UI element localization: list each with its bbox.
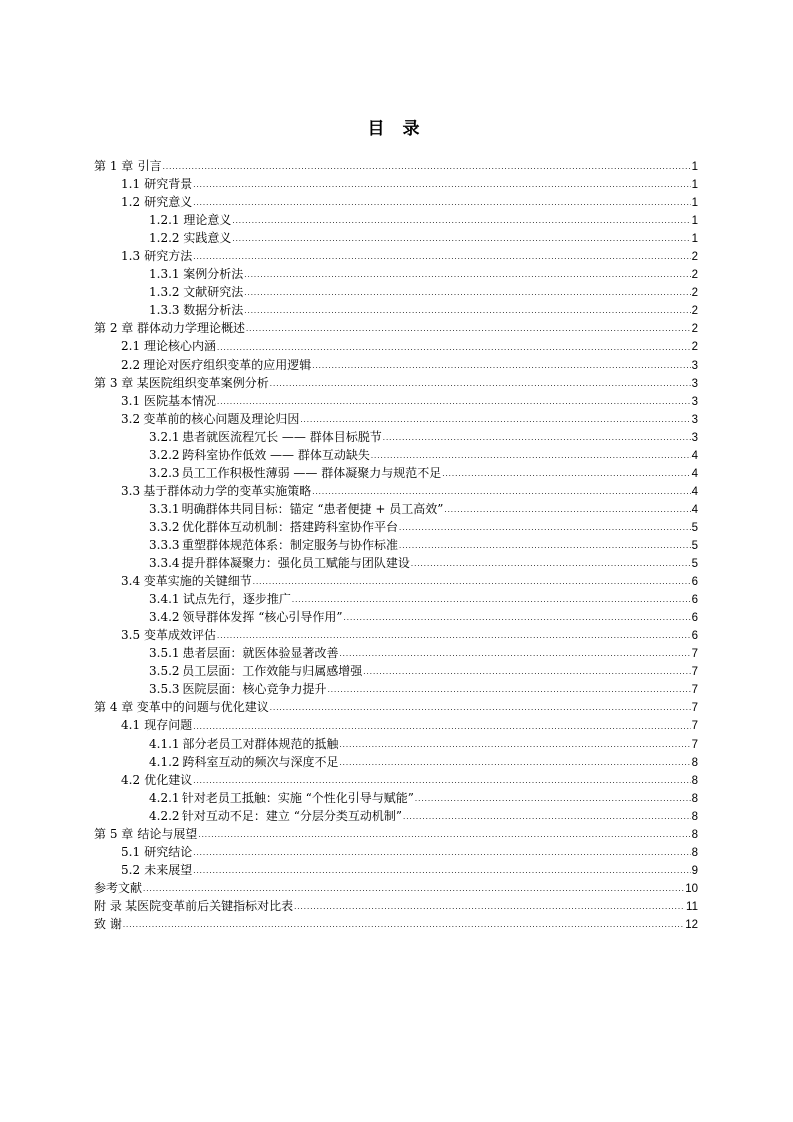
toc-entry[interactable] xyxy=(94,319,698,337)
toc-entry-title: 领导群体发挥 “核心引导作用” xyxy=(182,610,343,625)
toc-entry-title: 变革成效评估 xyxy=(144,628,217,643)
dot-leader xyxy=(339,742,690,753)
toc-entry[interactable] xyxy=(94,590,698,608)
toc-entry-title: 员工工作积极性薄弱 —— 群体凝聚力与规范不足 xyxy=(181,465,442,480)
toc-entry-title: 理论核心内涵 xyxy=(144,339,217,354)
toc-entry-page: 3 xyxy=(691,359,698,372)
dot-leader xyxy=(339,760,690,771)
dot-leader xyxy=(442,471,690,482)
toc-entry-number: 3.4.2 xyxy=(149,610,180,625)
toc-entry-page: 3 xyxy=(691,377,698,390)
toc-entry[interactable] xyxy=(94,753,698,771)
dot-leader xyxy=(300,417,690,428)
dot-leader xyxy=(193,254,690,265)
table-of-contents xyxy=(94,157,698,933)
toc-entry-title: 医院基本情况 xyxy=(144,393,217,408)
toc-entry-title: 某医院变革前后关键指标对比表 xyxy=(125,898,294,913)
toc-entry[interactable] xyxy=(94,843,698,861)
toc-entry-page: 4 xyxy=(691,449,698,462)
toc-entry-number: 1.3.3 xyxy=(149,303,180,318)
toc-entry-page: 2 xyxy=(691,341,698,354)
toc-entry-number: 1.3 xyxy=(121,249,141,264)
toc-entry[interactable] xyxy=(94,807,698,825)
toc-entry[interactable] xyxy=(94,735,698,753)
toc-entry[interactable] xyxy=(94,193,698,211)
toc-entry[interactable] xyxy=(94,374,698,392)
toc-entry-page: 7 xyxy=(691,684,698,697)
toc-entry-page: 1 xyxy=(691,197,698,210)
toc-entry-number: 3.4 xyxy=(121,574,141,589)
toc-entry[interactable] xyxy=(94,698,698,716)
toc-entry-page: 7 xyxy=(691,666,698,679)
toc-entry-title: 变革前的核心问题及理论归因 xyxy=(143,411,300,426)
toc-entry-number: 2.1 xyxy=(121,339,141,354)
toc-entry-number: 3.4.1 xyxy=(149,592,180,607)
toc-entry-number: 第 4 章 xyxy=(94,700,134,715)
dot-leader xyxy=(371,453,691,464)
toc-entry-title: 引言 xyxy=(137,159,162,173)
toc-entry-number: 4.2.1 xyxy=(149,790,180,805)
toc-entry-page: 4 xyxy=(691,467,698,480)
toc-entry-page: 10 xyxy=(685,882,698,895)
toc-entry-page: 2 xyxy=(691,287,698,300)
toc-entry-title: 文献研究法 xyxy=(183,285,244,300)
toc-entry[interactable] xyxy=(94,771,698,789)
dot-leader xyxy=(383,435,691,446)
toc-entry[interactable] xyxy=(94,518,698,536)
toc-entry-title: 群体动力学理论概述 xyxy=(136,321,245,336)
toc-entry-title: 试点先行，逐步推广 xyxy=(182,592,291,607)
toc-entry-number: 4.2 xyxy=(121,772,141,787)
toc-entry-title: 患者层面：就医体验显著改善 xyxy=(182,646,339,661)
toc-entry-title: 医院层面：核心竞争力提升 xyxy=(182,682,327,697)
toc-entry-page: 2 xyxy=(691,323,698,336)
toc-entry-page: 2 xyxy=(691,251,698,264)
toc-entry-number: 3.3 xyxy=(121,483,141,498)
toc-entry-title: 部分老员工对群体规范的抵触 xyxy=(182,736,339,751)
toc-entry[interactable] xyxy=(94,500,698,518)
toc-entry[interactable] xyxy=(94,536,698,554)
dot-leader xyxy=(123,922,684,933)
toc-entry-page: 6 xyxy=(691,612,698,625)
dot-leader xyxy=(344,615,691,626)
toc-entry-page: 1 xyxy=(691,233,698,246)
toc-entry-number: 5.2 xyxy=(121,862,141,877)
toc-entry-title: 某医院组织变革案例分析 xyxy=(136,375,269,390)
toc-entry-page: 5 xyxy=(691,521,698,534)
toc-entry-page: 8 xyxy=(691,810,698,823)
toc-entry[interactable] xyxy=(94,915,698,933)
toc-entry-number: 3.5 xyxy=(121,628,141,643)
toc-entry-title: 针对互动不足：建立 “分层分类互动机制” xyxy=(181,808,403,823)
toc-entry-page: 11 xyxy=(686,900,698,913)
toc-entry-number: 4.2.2 xyxy=(149,808,180,823)
toc-entry-page: 1 xyxy=(691,179,698,192)
toc-entry-number: 附 录 xyxy=(94,898,122,913)
toc-entry-number: 1.3.1 xyxy=(149,267,180,282)
toc-entry[interactable] xyxy=(94,157,698,175)
toc-entry-title: 案例分析法 xyxy=(183,267,244,282)
toc-entry[interactable] xyxy=(94,861,698,879)
toc-entry-number: 1.1 xyxy=(121,177,141,192)
toc-entry-number: 3.3.1 xyxy=(149,501,180,516)
toc-entry-page: 2 xyxy=(691,269,698,282)
dot-leader xyxy=(143,886,684,897)
toc-entry-page: 1 xyxy=(691,161,698,173)
dot-leader xyxy=(292,597,691,608)
toc-entry[interactable] xyxy=(94,482,698,500)
toc-entry-number: 1.2.1 xyxy=(149,213,180,228)
toc-entry-title: 研究结论 xyxy=(144,844,193,859)
toc-entry-number: 4.1.1 xyxy=(149,736,180,751)
dot-leader xyxy=(244,308,690,319)
toc-entry-title: 重塑群体规范体系：制定服务与协作标准 xyxy=(181,537,398,552)
toc-entry-title: 现存问题 xyxy=(144,718,193,733)
dot-leader xyxy=(217,399,691,410)
toc-entry[interactable] xyxy=(94,464,698,482)
dot-leader xyxy=(193,724,690,735)
toc-entry[interactable] xyxy=(94,175,698,193)
toc-entry-number: 1.2 xyxy=(121,195,141,210)
toc-entry-number: 1.2.2 xyxy=(149,231,180,246)
dot-leader xyxy=(193,850,690,861)
dot-leader xyxy=(198,832,690,843)
dot-leader xyxy=(193,200,690,211)
toc-entry-page: 4 xyxy=(691,485,698,498)
toc-entry[interactable] xyxy=(94,716,698,734)
toc-entry-title: 变革实施的关键细节 xyxy=(143,574,252,589)
toc-entry-title: 跨科室互动的频次与深度不足 xyxy=(182,754,339,769)
dot-leader xyxy=(312,489,690,500)
dot-leader xyxy=(232,218,690,229)
toc-entry-number: 第 3 章 xyxy=(94,375,134,390)
toc-entry-page: 3 xyxy=(691,431,698,444)
dot-leader xyxy=(328,687,691,698)
toc-entry[interactable] xyxy=(94,392,698,410)
toc-entry-page: 4 xyxy=(691,503,698,516)
toc-entry-number: 4.1 xyxy=(121,718,141,733)
toc-entry[interactable] xyxy=(94,265,698,283)
dot-leader xyxy=(244,290,690,301)
toc-entry[interactable] xyxy=(94,356,698,374)
toc-entry-number: 1.3.2 xyxy=(149,285,180,300)
toc-entry[interactable] xyxy=(94,428,698,446)
toc-entry-number: 3.5.1 xyxy=(149,646,180,661)
toc-entry-page: 2 xyxy=(691,305,698,318)
toc-entry-number: 3.2.3 xyxy=(149,465,180,480)
toc-entry-number: 3.5.2 xyxy=(149,664,180,679)
toc-entry-title: 实践意义 xyxy=(183,231,232,246)
toc-entry-page: 8 xyxy=(691,792,698,805)
toc-entry-title: 研究方法 xyxy=(144,249,193,264)
toc-entry-title: 优化建议 xyxy=(144,772,193,787)
toc-entry[interactable] xyxy=(94,626,698,644)
page-title: 目 录 xyxy=(367,119,426,139)
toc-entry-title: 理论意义 xyxy=(183,213,232,228)
toc-entry[interactable] xyxy=(94,554,698,572)
toc-entry-title: 参考文献 xyxy=(94,880,143,895)
toc-entry[interactable] xyxy=(94,337,698,355)
toc-entry[interactable] xyxy=(94,283,698,301)
toc-entry-number: 3.2.1 xyxy=(149,429,180,444)
dot-leader xyxy=(363,669,690,680)
toc-entry-page: 6 xyxy=(691,576,698,589)
dot-leader xyxy=(411,561,691,572)
toc-entry-title: 数据分析法 xyxy=(183,303,244,318)
toc-entry-page: 8 xyxy=(691,756,698,769)
toc-entry-number: 3.2.2 xyxy=(149,447,180,462)
toc-entry-title: 跨科室协作低效 —— 群体互动缺失 xyxy=(182,447,370,462)
toc-entry-page: 6 xyxy=(691,594,698,607)
toc-entry-number: 第 1 章 xyxy=(94,159,134,173)
toc-entry-number: 3.3.3 xyxy=(149,537,180,552)
toc-entry[interactable] xyxy=(94,644,698,662)
dot-leader xyxy=(270,705,691,716)
toc-entry-title: 患者就医流程冗长 —— 群体目标脱节 xyxy=(182,429,382,444)
toc-entry-page: 5 xyxy=(691,539,698,552)
toc-entry[interactable] xyxy=(94,897,698,915)
dot-leader xyxy=(339,651,690,662)
toc-entry-title: 理论对医疗组织变革的应用逻辑 xyxy=(143,357,312,372)
dot-leader xyxy=(217,633,691,644)
toc-entry-title: 致 谢 xyxy=(94,916,122,931)
toc-entry-title: 明确群体共同目标：锚定 “患者便捷 + 员工高效” xyxy=(181,501,444,516)
toc-entry[interactable] xyxy=(94,680,698,698)
toc-entry-page: 8 xyxy=(691,774,698,787)
dot-leader xyxy=(246,326,691,337)
dot-leader xyxy=(270,381,691,392)
dot-leader xyxy=(163,164,691,175)
toc-entry-number: 第 2 章 xyxy=(94,321,134,336)
dot-leader xyxy=(193,778,690,789)
toc-entry-title: 提升群体凝聚力：强化员工赋能与团队建设 xyxy=(181,556,410,571)
toc-entry-page: 5 xyxy=(691,558,698,571)
toc-entry[interactable] xyxy=(94,301,698,319)
toc-entry-page: 8 xyxy=(691,828,698,841)
toc-entry-number: 第 5 章 xyxy=(94,826,134,841)
toc-entry-number: 3.3.2 xyxy=(149,519,180,534)
dot-leader xyxy=(399,543,691,554)
toc-entry-number: 3.3.4 xyxy=(149,556,180,571)
toc-entry[interactable] xyxy=(94,662,698,680)
toc-entry-title: 变革中的问题与优化建议 xyxy=(136,700,269,715)
toc-entry-number: 4.1.2 xyxy=(149,754,180,769)
toc-entry-page: 7 xyxy=(691,720,698,733)
dot-leader xyxy=(415,796,691,807)
toc-entry-title: 员工层面：工作效能与归属感增强 xyxy=(182,664,363,679)
dot-leader xyxy=(244,272,690,283)
toc-entry-number: 3.1 xyxy=(121,393,141,408)
toc-entry-title: 研究背景 xyxy=(144,177,193,192)
toc-entry[interactable] xyxy=(94,825,698,843)
toc-entry-page: 12 xyxy=(685,918,698,931)
toc-entry-title: 基于群体动力学的变革实施策略 xyxy=(143,483,312,498)
toc-entry-page: 9 xyxy=(691,864,698,877)
dot-leader xyxy=(232,236,690,247)
toc-entry-number: 2.2 xyxy=(121,357,141,372)
toc-entry[interactable] xyxy=(94,229,698,247)
toc-entry-title: 未来展望 xyxy=(144,862,193,877)
toc-entry[interactable] xyxy=(94,247,698,265)
toc-entry-title: 研究意义 xyxy=(144,195,193,210)
dot-leader xyxy=(403,814,691,825)
toc-entry[interactable] xyxy=(94,410,698,428)
toc-entry-number: 5.1 xyxy=(121,844,141,859)
toc-entry-page: 3 xyxy=(691,413,698,426)
dot-leader xyxy=(444,507,690,518)
toc-entry[interactable] xyxy=(94,211,698,229)
toc-entry-page: 3 xyxy=(691,395,698,408)
dot-leader xyxy=(399,525,691,536)
toc-entry-page: 6 xyxy=(691,630,698,643)
toc-entry[interactable] xyxy=(94,789,698,807)
toc-entry-page: 8 xyxy=(691,846,698,859)
toc-entry-title: 优化群体互动机制：搭建跨科室协作平台 xyxy=(181,519,398,534)
toc-entry-title: 针对老员工抵触：实施 “个性化引导与赋能” xyxy=(181,790,414,805)
toc-entry[interactable] xyxy=(94,608,698,626)
toc-entry-number: 3.5.3 xyxy=(149,682,180,697)
toc-entry-page: 1 xyxy=(691,215,698,228)
toc-entry-page: 7 xyxy=(691,648,698,661)
toc-entry[interactable] xyxy=(94,572,698,590)
toc-entry[interactable] xyxy=(94,446,698,464)
toc-entry-number: 3.2 xyxy=(121,411,141,426)
dot-leader xyxy=(294,904,685,915)
toc-entry-page: 7 xyxy=(691,738,698,751)
dot-leader xyxy=(253,579,691,590)
dot-leader xyxy=(217,345,691,356)
dot-leader xyxy=(193,182,690,193)
dot-leader xyxy=(193,868,690,879)
toc-entry-page: 7 xyxy=(691,702,698,715)
toc-entry[interactable] xyxy=(94,879,698,897)
toc-entry-title: 结论与展望 xyxy=(137,826,198,841)
dot-leader xyxy=(312,363,690,374)
